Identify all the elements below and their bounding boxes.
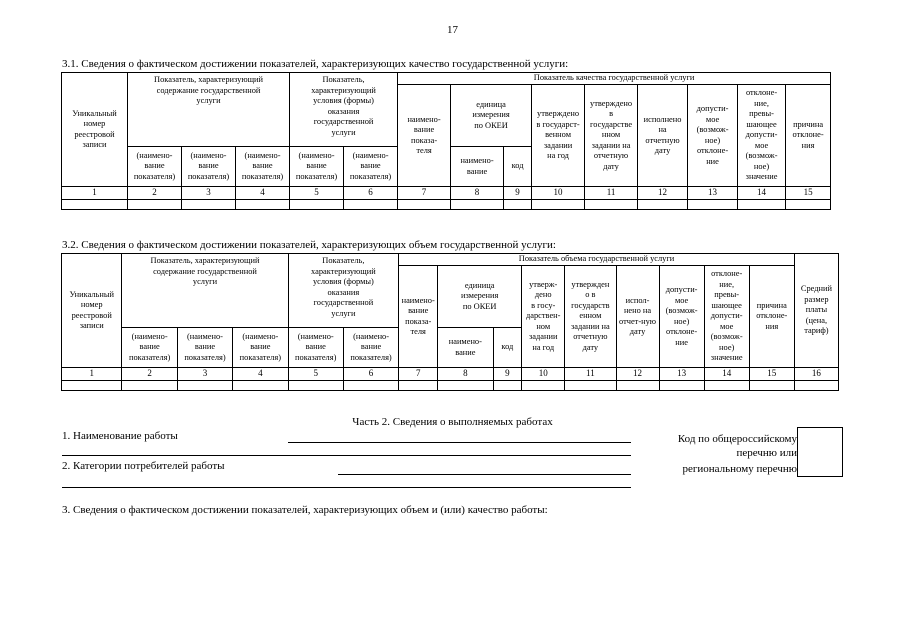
column-number: 4 (233, 368, 288, 381)
table-cell (290, 200, 344, 210)
table-cell (398, 200, 451, 210)
table-cell (585, 200, 638, 210)
volume-indicators-table (61, 253, 839, 391)
column-number: 15 (749, 368, 794, 381)
column-number: 14 (738, 187, 786, 200)
header-approved-year: утверж- дено в госу- дарствен- ном задании на год (522, 266, 565, 368)
empty-data-row (62, 200, 831, 210)
table-cell (399, 381, 438, 391)
table-cell (122, 381, 177, 391)
header-sub-name: (наимено- вание показателя) (182, 147, 236, 187)
table-cell (504, 200, 532, 210)
table-cell (704, 381, 749, 391)
column-number: 6 (344, 187, 398, 200)
registry-code-label: Код по общероссийскому перечню или (677, 433, 797, 460)
table-cell (438, 381, 493, 391)
header-unique-number: Уникальный номер реестровой записи (62, 73, 128, 187)
table-cell (493, 381, 522, 391)
column-number: 14 (704, 368, 749, 381)
column-number: 8 (438, 368, 493, 381)
section-3-1-title: 3.1. Сведения о фактическом достижении показателей, характеризующих качество государственной услуги: (62, 58, 569, 70)
column-number: 11 (585, 187, 638, 200)
column-number: 2 (128, 187, 182, 200)
header-conditions-indicator: Показатель, характеризующий условия (формы) оказания государственной услуги (290, 73, 398, 147)
header-approved-year: утверждено в государст- венном задании на год (532, 85, 585, 187)
column-number: 10 (532, 187, 585, 200)
header-sub-name: (наимено- вание показателя) (128, 147, 182, 187)
header-sub-name: (наимено- вание показателя) (288, 328, 343, 368)
header-sub-name: (наимено- вание показателя) (177, 328, 232, 368)
header-sub-name: (наимено- вание показателя) (236, 147, 290, 187)
header-conditions-indicator: Показатель, характеризующий условия (формы) оказания государственной услуги (288, 254, 399, 328)
header-quality-group: Показатель качества государственной услуги (398, 73, 831, 85)
column-number: 9 (493, 368, 522, 381)
work-name-field[interactable] (288, 442, 631, 443)
table-cell (62, 381, 122, 391)
table-cell (451, 200, 504, 210)
registry-code-label-regional: региональному перечню (682, 463, 797, 475)
column-number: 8 (451, 187, 504, 200)
table-cell (128, 200, 182, 210)
column-number: 10 (522, 368, 565, 381)
header-unit-code: код (493, 328, 522, 368)
header-sub-name: (наимено- вание показателя) (344, 147, 398, 187)
table-cell (344, 200, 398, 210)
column-number: 6 (343, 368, 398, 381)
header-approved-date: утверждено в государстве нном задании на отчетную дату (585, 85, 638, 187)
column-number: 9 (504, 187, 532, 200)
table-cell (794, 381, 838, 391)
header-reason: причина отклоне- ния (786, 85, 831, 187)
column-number: 12 (638, 187, 688, 200)
table-cell (177, 381, 232, 391)
consumers-field-continuation[interactable] (62, 487, 631, 488)
table-cell (532, 200, 585, 210)
header-sub-name: (наимено- вание показателя) (122, 328, 177, 368)
header-reason: причина отклоне- ния (749, 266, 794, 368)
header-allowed-deviation: допусти- мое (возмож- ное) отклоне- ние (659, 266, 704, 368)
header-indicator-name: наимено- вание показа- теля (399, 266, 438, 368)
header-unit-name: наимено- вание (438, 328, 493, 368)
header-volume-group: Показатель объема государственной услуги (399, 254, 795, 266)
table-cell (616, 381, 659, 391)
column-number: 4 (236, 187, 290, 200)
column-number: 5 (288, 368, 343, 381)
empty-data-row (62, 381, 839, 391)
header-unit: единица измерения по ОКЕИ (438, 266, 522, 328)
table-cell (688, 200, 738, 210)
header-executed: исполнено на отчетную дату (638, 85, 688, 187)
column-numbers-row (62, 187, 831, 200)
table-cell (522, 381, 565, 391)
header-avg-price: Средний размер платы (цена, тариф) (794, 254, 838, 368)
table-cell (565, 381, 616, 391)
header-exceeding-deviation: отклоне- ние, превы- шающее допусти- мое (возмож- ное) значение (704, 266, 749, 368)
column-number: 13 (659, 368, 704, 381)
header-approved-date: утвержден о в государств енном задании на отчетную дату (565, 266, 616, 368)
column-number: 12 (616, 368, 659, 381)
header-sub-name: (наимено- вание показателя) (343, 328, 398, 368)
consumers-label: 2. Категории потребителей работы (62, 460, 225, 472)
header-unit-code: код (504, 147, 532, 187)
table-cell (738, 200, 786, 210)
column-number: 15 (786, 187, 831, 200)
table-cell (749, 381, 794, 391)
table-cell (233, 381, 288, 391)
column-numbers-row (62, 368, 839, 381)
quality-indicators-table (61, 72, 831, 210)
table-cell (288, 381, 343, 391)
column-number: 3 (177, 368, 232, 381)
header-sub-name: (наимено- вание показателя) (233, 328, 288, 368)
table-cell (182, 200, 236, 210)
registry-code-box[interactable] (797, 427, 843, 477)
column-number: 11 (565, 368, 616, 381)
table-cell (236, 200, 290, 210)
header-indicator-name: наимено- вание показа- теля (398, 85, 451, 187)
table-cell (638, 200, 688, 210)
work-name-field-continuation[interactable] (62, 455, 631, 456)
table-cell (786, 200, 831, 210)
header-sub-name: (наимено- вание показателя) (290, 147, 344, 187)
column-number: 1 (62, 187, 128, 200)
column-number: 13 (688, 187, 738, 200)
column-number: 2 (122, 368, 177, 381)
section-3-2-title: 3.2. Сведения о фактическом достижении показателей, характеризующих объем государственной услуги: (62, 239, 556, 251)
column-number: 16 (794, 368, 838, 381)
work-name-label: 1. Наименование работы (62, 430, 178, 442)
header-unit: единица измерения по ОКЕИ (451, 85, 532, 147)
column-number: 7 (398, 187, 451, 200)
header-executed: испол- нено на отчет-ную дату (616, 266, 659, 368)
header-allowed-deviation: допусти- мое (возмож- ное) отклоне- ние (688, 85, 738, 187)
header-content-indicator: Показатель, характеризующий содержание государственной услуги (128, 73, 290, 147)
column-number: 5 (290, 187, 344, 200)
header-unique-number: Уникальный номер реестровой записи (62, 254, 122, 368)
page-number: 17 (447, 24, 458, 36)
column-number: 1 (62, 368, 122, 381)
header-exceeding-deviation: отклоне- ние, превы- шающее допусти- мое (возмож- ное) значение (738, 85, 786, 187)
table-cell (659, 381, 704, 391)
table-cell (62, 200, 128, 210)
column-number: 7 (399, 368, 438, 381)
table-cell (343, 381, 398, 391)
section-3-work-label: 3. Сведения о фактическом достижении показателей, характеризующих объем и (или) качество работы: (62, 504, 548, 516)
part-2-title: Часть 2. Сведения о выполняемых работах (352, 416, 553, 428)
header-unit-name: наимено- вание (451, 147, 504, 187)
header-content-indicator: Показатель, характеризующий содержание государственной услуги (122, 254, 288, 328)
consumers-field[interactable] (338, 474, 631, 475)
column-number: 3 (182, 187, 236, 200)
